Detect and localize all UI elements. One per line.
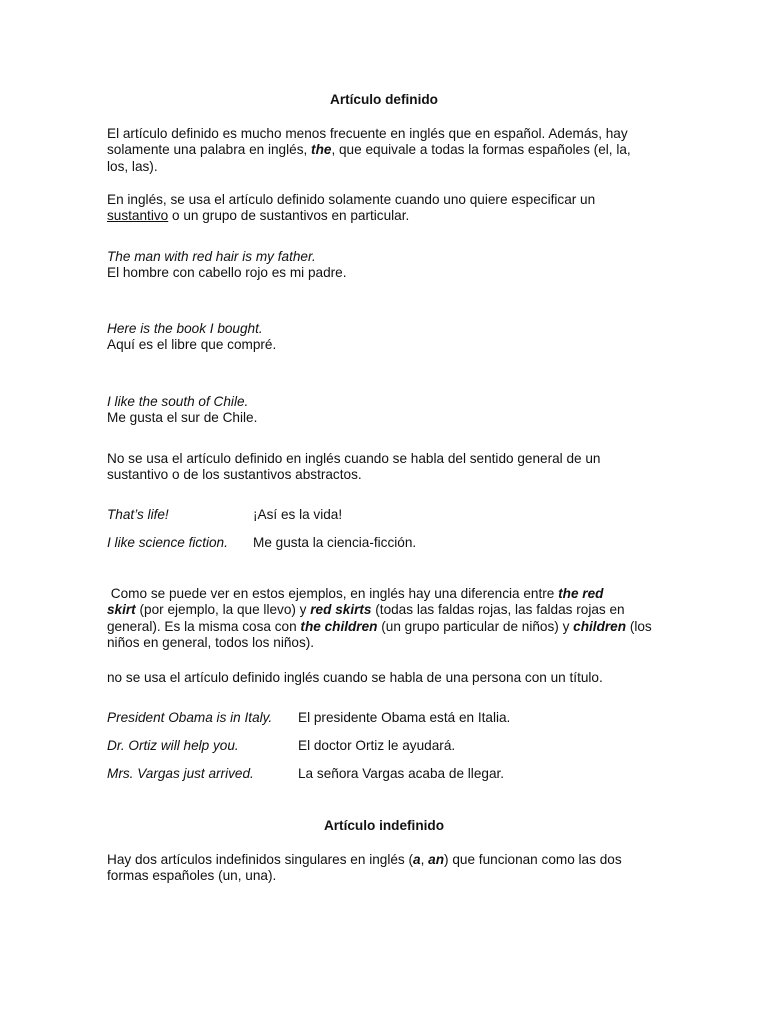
example-es: Me gusta la ciencia-ficción. — [253, 535, 417, 550]
heading-indefinite-article: Artículo indefinido — [323, 818, 445, 833]
example-3 — [107, 394, 667, 427]
heading-definite-article: Artículo definido — [330, 92, 438, 107]
intro-paragraph: El artículo definido es mucho menos frecuente en inglés que en español. Además, hay solamente una palabra en inglés, the, que equivale a todas la formas españoles (el, la, los, las). — [107, 126, 631, 174]
example-en: The man with red hair is my father. — [107, 249, 316, 264]
the-children-term: the children — [300, 618, 378, 634]
example-1 — [107, 249, 667, 282]
example-en: Mrs. Vargas just arrived. — [107, 766, 254, 781]
example-en: Dr. Ortiz will help you. — [107, 738, 239, 753]
article-a: a — [413, 852, 421, 867]
title-rule-paragraph: no se usa el artículo definido inglés cuando se habla de una persona con un título. — [107, 670, 603, 685]
example-es: El presidente Obama está en Italia. — [298, 710, 511, 725]
the-word: the — [311, 142, 332, 158]
title-example-1 — [107, 710, 667, 728]
example-en: President Obama is in Italy. — [107, 710, 273, 725]
underlined-term: sustantivo — [107, 208, 169, 224]
indefinite-paragraph: Hay dos artículos indefinidos singulares en inglés (a, an) que funcionan como las dos formas españoles (un, una). — [107, 852, 622, 884]
example-es: Aquí es el libre que compré. — [107, 337, 277, 353]
example-es: El hombre con cabello rojo es mi padre. — [107, 265, 347, 281]
example-es: La señora Vargas acaba de llegar. — [298, 766, 505, 781]
usage-paragraph: En inglés, se usa el artículo definido solamente cuando uno quiere especificar un sustantivo o un grupo de sustantivos en particular. — [107, 192, 596, 224]
example-en: Here is the book I bought. — [107, 321, 263, 336]
example-es: El doctor Ortiz le ayudará. — [298, 738, 456, 753]
title-example-2 — [107, 738, 667, 756]
children-term: children — [573, 618, 627, 634]
comparison-paragraph: Como se puede ver en estos ejemplos, en inglés hay una diferencia entre the red skirt (por ejemplo, la que llevo) y red skirts (todas las faldas rojas, las faldas rojas en general). Es la misma cosa con the children (un grupo particular de niños) y children (los niños en general, todos los niños). — [107, 586, 652, 651]
example-2 — [107, 321, 667, 354]
example-en: That’s life! — [107, 507, 169, 522]
title-example-3 — [107, 766, 667, 784]
example-es: Me gusta el sur de Chile. — [107, 410, 258, 426]
example-en: I like the south of Chile. — [107, 394, 249, 409]
red-skirts-term: red skirts — [310, 602, 372, 618]
example-en: I like science fiction. — [107, 535, 228, 550]
general-example-1 — [107, 507, 667, 525]
article-an: an — [428, 852, 445, 867]
example-es: ¡Así es la vida! — [253, 507, 343, 522]
general-rule-paragraph: No se usa el artículo definido en inglés cuando se habla del sentido general de un sustantivo o de los sustantivos abstractos. — [107, 451, 601, 483]
general-example-2 — [107, 535, 667, 553]
